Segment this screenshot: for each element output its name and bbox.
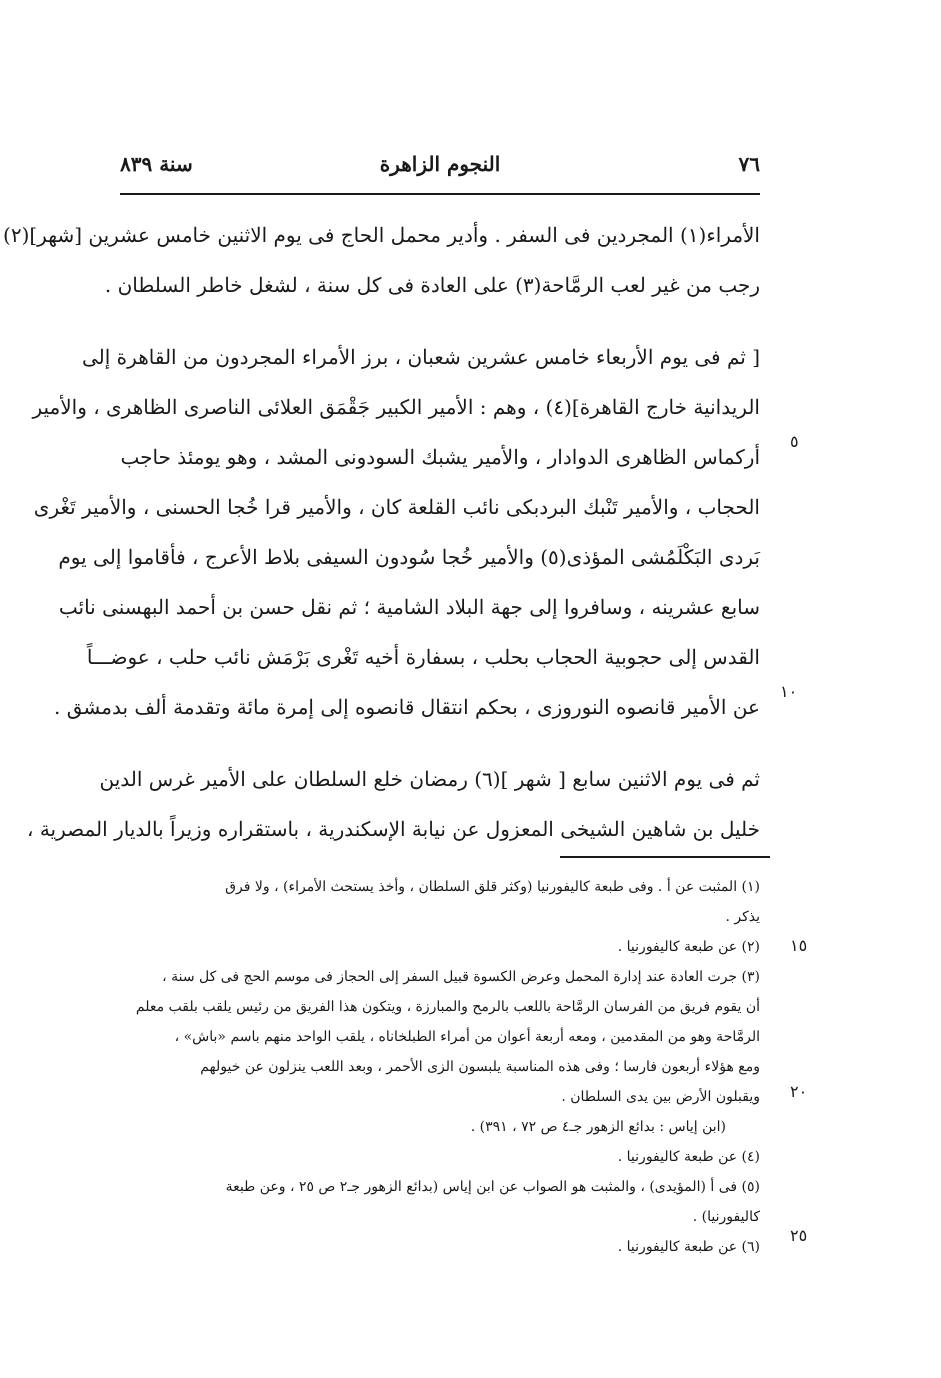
- text-line: الأمراء(١) المجردين فى السفر . وأدير محمل الحاج فى يوم الاثنين خامس عشرين [شهر](٢): [3, 223, 760, 247]
- text-line: بَردى البَكْلَمُشى المؤذى(٥) والأمير خُجا سُودون السيفى بلاط الأعرج ، فأقاموا إلى يوم: [58, 545, 760, 569]
- footnote-line: ويقبلون الأرض بين يدى السلطان .: [561, 1089, 760, 1105]
- margin-line-number: ٢٥: [790, 1226, 808, 1245]
- footnote-line: الرمَّاحة وهو من المقدمين ، ومعه أربعة أعوان من أمراء الطبلخاناه ، يلقب الواحد منهم باسم «باش» ،: [174, 1029, 760, 1045]
- paragraph-gap: [130, 732, 760, 754]
- book-title: النجوم الزاهرة: [379, 152, 501, 176]
- text-line: عن الأمير قانصوه النوروزى ، بحكم انتقال قانصوه إلى إمرة مائة وتقدمة ألف بدمشق .: [54, 695, 760, 719]
- header-rule: [120, 193, 760, 195]
- main-text: [3, 210, 760, 854]
- text-line: سابع عشرينه ، وسافروا إلى جهة البلاد الشامية ؛ ثم نقل حسن بن أحمد البهسنى نائب: [58, 595, 760, 619]
- footnote-line: (٢) عن طبعة كاليفورنيا .: [617, 939, 760, 955]
- margin-line-number: ٢٠: [790, 1082, 808, 1101]
- footnote-line: أن يقوم فريق من الفرسان الرمَّاحة باللعب بالرمح والمبارزة ، ويتكون هذا الفريق من رئيس يلقب بلقب معلم: [135, 999, 760, 1015]
- footnote-line: (٤) عن طبعة كاليفورنيا .: [617, 1149, 760, 1165]
- paragraph-gap: [130, 310, 760, 332]
- text-line: القدس إلى حجوبية الحجاب بحلب ، بسفارة أخيه تَغْرى بَرْمَش نائب حلب ، عوضـــاً: [86, 645, 760, 669]
- footnote-line: كاليفورنيا) .: [692, 1209, 760, 1225]
- year-label: سنة ٨٣٩: [120, 152, 193, 176]
- text-line: الحجاب ، والأمير تَنْبك البردبكى نائب القلعة كان ، والأمير قرا خُجا الحسنى ، والأمير تَغْرى: [33, 495, 760, 519]
- margin-line-number: ١٥: [790, 936, 808, 955]
- text-line: [ ثم فى يوم الأربعاء خامس عشرين شعبان ، برز الأمراء المجردون من القاهرة إلى: [82, 345, 760, 369]
- text-line: أركماس الظاهرى الدوادار ، والأمير يشبك السودونى المشد ، وهو يومئذ حاجب: [120, 445, 760, 469]
- text-line: ثم فى يوم الاثنين سابع [ شهر ](٦) رمضان خلع السلطان على الأمير غرس الدين: [99, 767, 760, 791]
- footnote-line: (٥) فى أ (المؤيدى) ، والمثبت هو الصواب عن ابن إياس (بدائع الزهور جـ٢ ص ٢٥ ، وعن طبعة: [225, 1179, 760, 1195]
- footnotes: [135, 872, 760, 1262]
- margin-line-number: ١٠: [780, 682, 798, 701]
- footnote-line: ومع هؤلاء أربعون فارسا ؛ وفى هذه المناسبة يلبسون الزى الأحمر ، وبعد اللعب ينزلون عن خيولهم: [200, 1059, 760, 1075]
- footnote-line: يذكر .: [725, 909, 760, 925]
- text-line: خليل بن شاهين الشيخى المعزول عن نيابة الإسكندرية ، باستقراره وزيراً بالديار المصرية ،: [27, 817, 760, 841]
- text-line: رجب من غير لعب الرمَّاحة(٣) على العادة فى كل سنة ، لشغل خاطر السلطان .: [104, 273, 760, 297]
- text-line: الريدانية خارج القاهرة](٤) ، وهم : الأمير الكبير جَقْمَق العلائى الناصرى الظاهرى ، والأمير: [32, 395, 760, 419]
- running-header: [120, 148, 760, 188]
- margin-line-number: ٥: [790, 432, 799, 451]
- footnote-line: (٣) جرت العادة عند إدارة المحمل وعرض الكسوة قبيل السفر إلى الحجاز فى موسم الحج فى كل سنة ،: [162, 969, 760, 985]
- footnote-line: (ابن إياس : بدائع الزهور جـ٤ ص ٧٢ ، ٣٩١) .: [470, 1119, 726, 1135]
- page-number: ٧٦: [738, 152, 760, 176]
- footnote-line: (١) المثبت عن أ . وفى طبعة كاليفورنيا (وكثر قلق السلطان ، وأخذ يستحث الأمراء) ، ولا فرق: [225, 879, 760, 895]
- footnote-rule: [560, 856, 770, 858]
- footnote-line: (٦) عن طبعة كاليفورنيا .: [617, 1239, 760, 1255]
